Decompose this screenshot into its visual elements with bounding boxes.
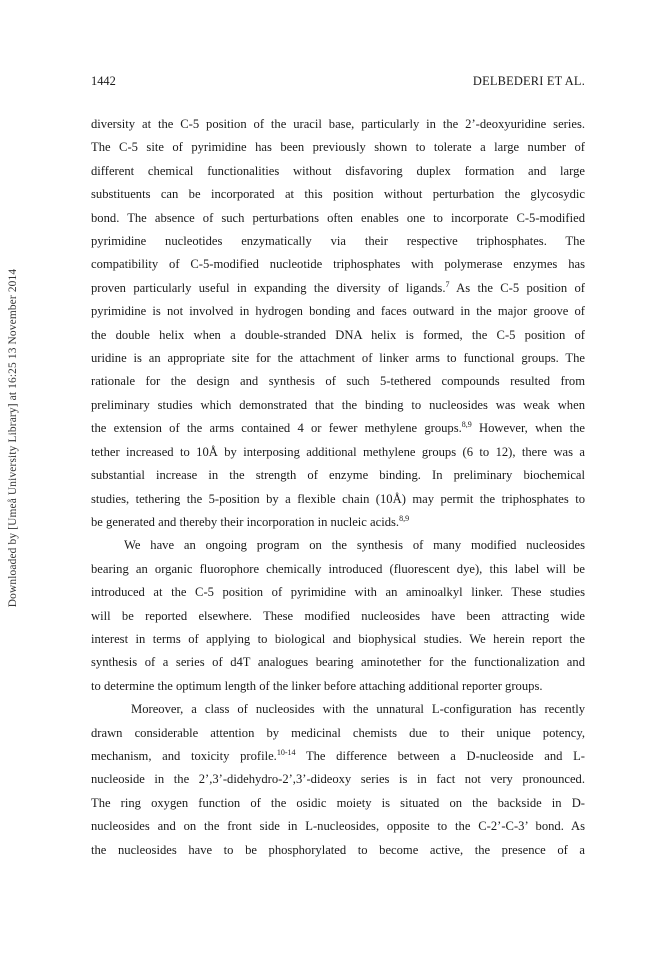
text-line: bond. The absence of such perturbations often enables one to incorporate C-5-modified	[91, 210, 585, 225]
text-line: nucleosides and on the front side in L-nucleosides, opposite to the C-2’-C-3’ bond. As	[91, 819, 585, 834]
text-line: nucleoside in the 2’,3’-didehydro-2’,3’-dideoxy series is in fact not very pronounced.	[91, 772, 585, 787]
watermark-text: Downloaded by [Umeå University Library] at 16:25 13 November 2014	[7, 268, 19, 608]
citation-superscript: 8,9	[399, 513, 410, 523]
text-line: synthesis of a series of d4T analogues bearing aminotether for the functionalization and	[91, 655, 585, 670]
text-line: mechanism, and toxicity profile.$^{10-14}$ The difference between a D-nucleoside and L-	[91, 747, 585, 763]
text-line: the nucleosides have to be phosphorylated to become active, the presence of a	[91, 842, 585, 857]
page-number: 1442	[91, 74, 116, 88]
text-line: bearing an organic fluorophore chemically introduced (fluorescent dye), this label will be	[91, 561, 585, 576]
text-line: the double helix when a double-stranded DNA helix is formed, the C-5 position of	[91, 327, 585, 342]
text-line: substantial increase in the strength of enzyme binding. In preliminary biochemical	[91, 468, 585, 483]
text-line: compatibility of C-5-modified nucleotide triphosphates with polymerase enzymes has	[91, 257, 585, 272]
citation-superscript: 7	[445, 279, 450, 289]
citation-superscript: 8,9	[461, 420, 472, 430]
text-line: drawn considerable attention by medicinal chemists due to their unique potency,	[91, 725, 585, 740]
text-line: be generated and thereby their incorporation in nucleic acids.$^{8,9}$	[91, 513, 410, 529]
text-line: the extension of the arms contained 4 or fewer methylene groups.$^{8,9}$ However, when the	[91, 420, 585, 436]
text-line: studies, tethering the 5-position by a flexible chain (10Å) may permit the triphosphates to	[91, 491, 585, 506]
text-line: uridine is an appropriate site for the attachment of linker arms to functional groups. The	[91, 351, 585, 366]
text-line: pyrimidine is not involved in hydrogen bonding and faces outward in the major groove of	[91, 304, 585, 319]
running-head: DELBEDERI ET AL.	[472, 74, 585, 88]
citation-superscript: 10-14	[276, 747, 296, 757]
text-line: preliminary studies which demonstrated that the binding to nucleosides was weak when	[91, 397, 585, 412]
text-line: interest in terms of applying to biological and biophysical studies. We herein report the	[91, 631, 585, 646]
text-line: The C-5 site of pyrimidine has been previously shown to tolerate a large number of	[91, 140, 585, 155]
text-line: introduced at the C-5 position of pyrimidine with an aminoalkyl linker. These studies	[91, 585, 585, 600]
text-line: substituents can be incorporated at this position without perturbation the glycosydic	[91, 187, 585, 202]
text-line: diversity at the C-5 position of the uracil base, particularly in the 2’-deoxyuridine series.	[91, 117, 585, 131]
text-line: proven particularly useful in expanding the diversity of ligands.$^7$ As the C-5 position of	[91, 279, 585, 295]
text-line: Moreover, a class of nucleosides with the unnatural L-configuration has recently	[131, 702, 585, 717]
text-line: rationale for the design and synthesis of such 5-tethered compounds resulted from	[91, 374, 585, 389]
text-line: to determine the optimum length of the linker before attaching additional reporter groups.	[91, 678, 543, 693]
text-line: We have an ongoing program on the synthesis of many modified nucleosides	[124, 538, 585, 553]
text-line: different chemical functionalities without disfavoring duplex formation and large	[91, 163, 585, 178]
body-text	[91, 113, 585, 862]
page-header	[91, 74, 585, 90]
download-watermark	[2, 168, 24, 708]
text-line: tether increased to 10Å by interposing additional methylene groups (6 to 12), there was a	[91, 444, 585, 459]
text-line: The ring oxygen function of the osidic moiety is situated on the backside in D-	[91, 795, 585, 810]
text-line: pyrimidine nucleotides enzymatically via their respective triphosphates. The	[91, 234, 585, 249]
text-line: will be reported elsewhere. These modified nucleosides have been attracting wide	[91, 608, 585, 623]
